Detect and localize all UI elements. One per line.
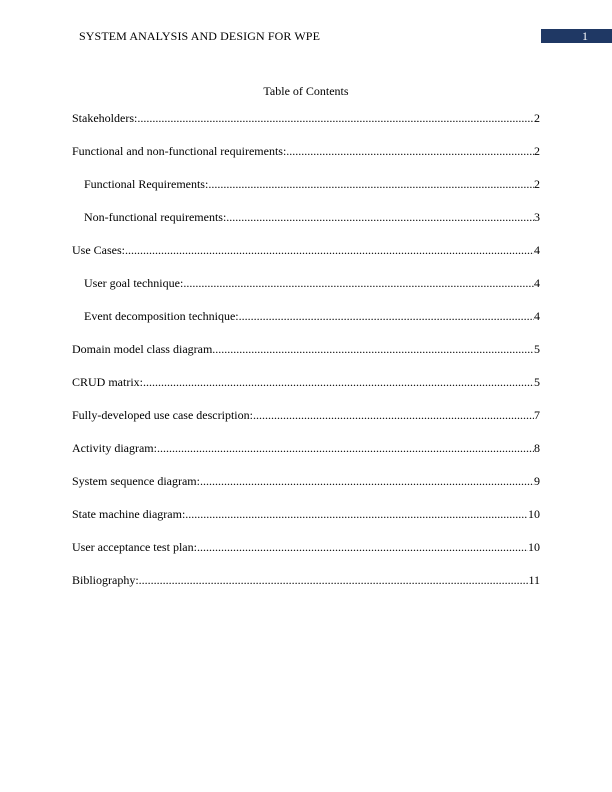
toc-entry-event-decomposition[interactable] xyxy=(72,308,540,341)
toc-dot-leader xyxy=(212,341,534,357)
toc-entry-functional-requirements[interactable] xyxy=(72,176,540,209)
toc-dot-leader xyxy=(183,275,534,291)
toc-entry-label: Fully-developed use case description: xyxy=(72,408,253,422)
table-of-contents xyxy=(72,110,540,605)
toc-dot-leader xyxy=(239,308,534,324)
toc-entry-activity-diagram[interactable] xyxy=(72,440,540,473)
toc-dot-leader xyxy=(226,209,534,225)
toc-entry-page: 8 xyxy=(534,441,540,455)
toc-entry-label: Non-functional requirements: xyxy=(84,210,227,224)
toc-entry-label: State machine diagram: xyxy=(72,507,186,521)
toc-entry-page: 3 xyxy=(534,210,540,224)
toc-entry-label: Bibliography: xyxy=(72,573,139,587)
toc-entry-user-acceptance-test-plan[interactable] xyxy=(72,539,540,572)
toc-dot-leader xyxy=(125,242,534,258)
toc-entry-label: CRUD matrix: xyxy=(72,375,143,389)
toc-dot-leader xyxy=(185,506,528,522)
toc-entry-label: System sequence diagram: xyxy=(72,474,200,488)
toc-entry-stakeholders[interactable] xyxy=(72,110,540,143)
toc-entry-label: Event decomposition technique: xyxy=(84,309,239,323)
toc-entry-page: 4 xyxy=(534,243,540,257)
toc-entry-page: 5 xyxy=(534,342,540,356)
toc-dot-leader xyxy=(253,407,534,423)
toc-entry-page: 4 xyxy=(534,276,540,290)
toc-dot-leader xyxy=(200,473,534,489)
toc-entry-label: Functional Requirements: xyxy=(84,177,209,191)
toc-entry-page: 4 xyxy=(534,309,540,323)
toc-dot-leader xyxy=(143,374,534,390)
toc-entry-crud-matrix[interactable] xyxy=(72,374,540,407)
toc-entry-page: 10 xyxy=(528,540,540,554)
toc-entry-label: User goal technique: xyxy=(84,276,184,290)
toc-entry-label: Domain model class diagram xyxy=(72,342,213,356)
toc-entry-label: Functional and non-functional requirements: xyxy=(72,144,287,158)
toc-entry-label: Use Cases: xyxy=(72,243,125,257)
page-number-badge xyxy=(541,29,612,43)
toc-entry-page: 5 xyxy=(534,375,540,389)
page-number: 1 xyxy=(582,29,588,43)
toc-entry-use-cases[interactable] xyxy=(72,242,540,275)
toc-entry-system-sequence-diagram[interactable] xyxy=(72,473,540,506)
toc-entry-page: 7 xyxy=(534,408,540,422)
toc-entry-domain-model[interactable] xyxy=(72,341,540,374)
toc-entry-state-machine-diagram[interactable] xyxy=(72,506,540,539)
toc-entry-page: 9 xyxy=(534,474,540,488)
toc-entry-page: 11 xyxy=(528,573,540,587)
toc-entry-page: 2 xyxy=(534,177,540,191)
toc-dot-leader xyxy=(286,143,534,159)
toc-entry-user-goal-technique[interactable] xyxy=(72,275,540,308)
toc-entry-non-functional-requirements[interactable] xyxy=(72,209,540,242)
toc-entry-label: Stakeholders: xyxy=(72,111,138,125)
toc-entry-page: 10 xyxy=(528,507,540,521)
running-header-title: SYSTEM ANALYSIS AND DESIGN FOR WPE xyxy=(79,29,321,43)
toc-entry-page: 2 xyxy=(534,111,540,125)
toc-entry-label: User acceptance test plan: xyxy=(72,540,197,554)
toc-dot-leader xyxy=(137,110,534,126)
toc-heading: Table of Contents xyxy=(263,84,349,98)
toc-entry-functional-non-functional[interactable] xyxy=(72,143,540,176)
toc-entry-page: 2 xyxy=(534,144,540,158)
toc-dot-leader xyxy=(157,440,534,456)
toc-entry-use-case-description[interactable] xyxy=(72,407,540,440)
toc-dot-leader xyxy=(197,539,528,555)
toc-entry-bibliography[interactable] xyxy=(72,572,540,605)
toc-dot-leader xyxy=(208,176,534,192)
toc-dot-leader xyxy=(139,572,529,588)
toc-entry-label: Activity diagram: xyxy=(72,441,157,455)
